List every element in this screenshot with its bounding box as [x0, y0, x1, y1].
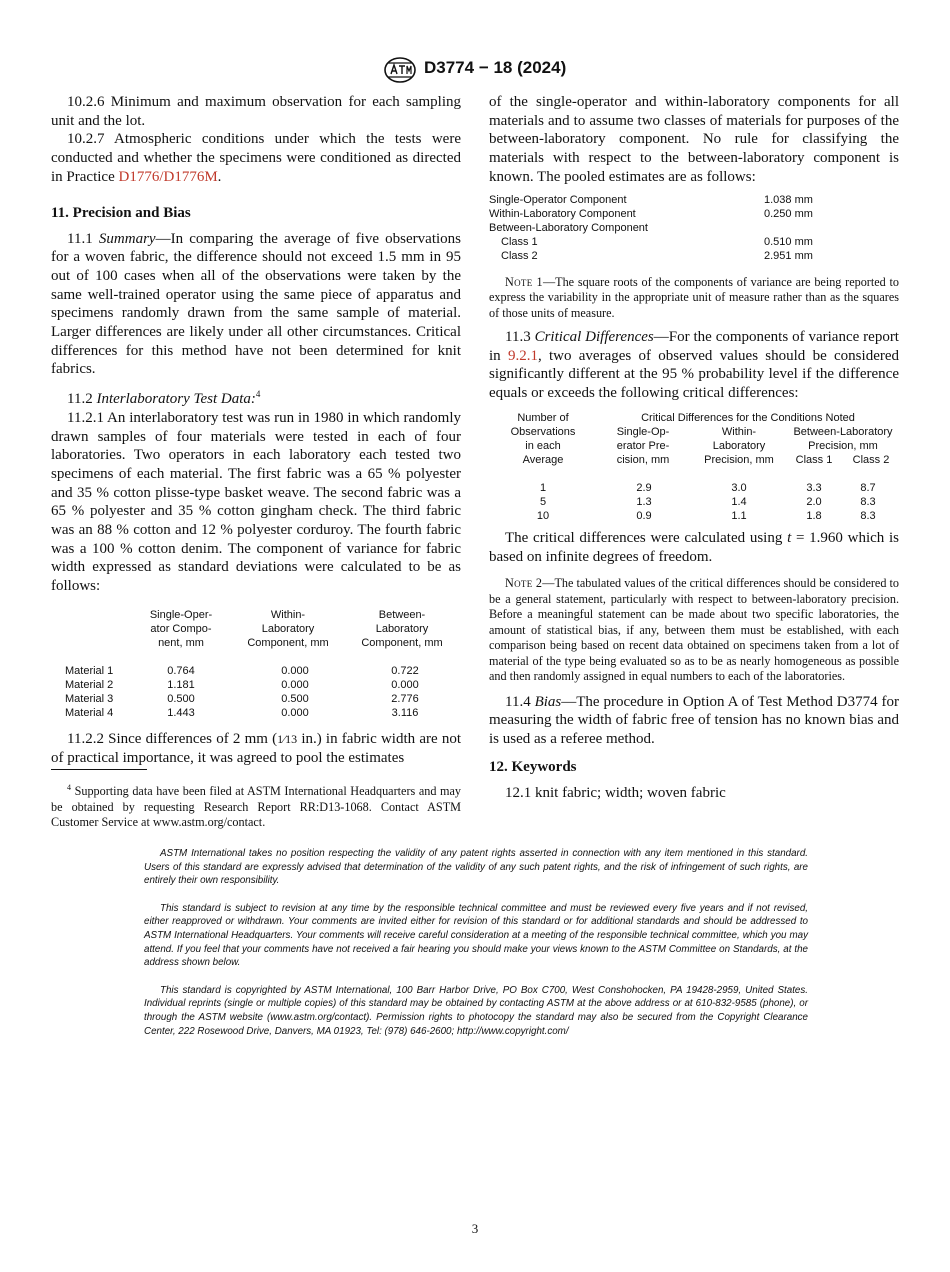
- cell-within-lab: 3.0: [731, 481, 747, 494]
- para-11-4: [489, 693, 899, 749]
- pooled-value: 2.951 mm: [764, 249, 813, 262]
- row-label: Material 4: [65, 706, 114, 719]
- link-d1776[interactable]: D1776/D1776M: [118, 168, 218, 185]
- fraction: 1⁄13: [277, 731, 298, 746]
- crit-col2-line1: Within-: [721, 425, 757, 438]
- cell-within-lab: 1.4: [731, 495, 747, 508]
- legal-revision-notice: This standard is subject to revision at any time by the responsible technical committee and must be reviewed every five years and if not revised, either reapproved or withdrawn. Your comments are invited either for revision of this standard or for additional standards and should be addressed to ASTM International Headquarters. Your comments will receive careful consideration at a meeting of the responsible technical committee, which you may attend. If you feel that your comments have not received a fair hearing you should make your views known to the ASTM Committee on Standards, at the address shown below.: [144, 902, 808, 969]
- cell-class2: 8.7: [860, 481, 876, 494]
- cell-between-lab: 2.776: [391, 692, 419, 705]
- cell-single-op: 1.3: [636, 495, 652, 508]
- right-column: [489, 93, 899, 803]
- para-11-4-body: —The procedure in Option A of Test Method D3774 for measuring the width of fabric free of tension has no known bias and is used as a referee method.: [489, 693, 899, 748]
- cell-within-lab: 0.000: [281, 706, 309, 719]
- crit-table-body: [489, 481, 899, 523]
- cell-class2: 8.3: [860, 495, 876, 508]
- astm-logo-icon: [380, 56, 420, 84]
- para-11-1: [51, 230, 461, 380]
- pooled-label: Class 1: [501, 235, 538, 248]
- pooled-value: 0.510 mm: [764, 235, 813, 248]
- para-11-2-2-post: in.) in fabric width are not of practical importance, it was agreed to pool the estimates: [51, 730, 461, 766]
- cell-single-operator: 0.500: [167, 692, 195, 705]
- pooled-label: Between-Laboratory Component: [489, 221, 648, 234]
- cell-within-lab: 0.500: [281, 692, 309, 705]
- para-10-2-7-text: 10.2.7 Atmospheric conditions under which the tests were conducted and whether the specimens were conditioned as directed in Practice: [51, 131, 461, 185]
- para-11-2-1: 11.2.1 An interlaboratory test was run in 1980 in which randomly drawn samples of four materials were tested in each of four laboratories. Two operators in each laboratory each tested two specimens of each material. The first fabric was a 65 % polyester and 35 % cotton plisse-type basket weave. The second fabric was a 65 % polyester and 35 % cotton gingham check. The third fabric was an 88 % cotton and 12 % polyester corduroy. The fourth fabric was a 100 % cotton denim. The component of variance for fabric width expressed as standard deviations were calculated to be as follows:: [51, 409, 461, 595]
- var-table-body: [65, 664, 455, 720]
- para-11-3-num: 11.3: [505, 329, 535, 346]
- table-row: [489, 235, 899, 249]
- footnote-text: Supporting data have been filed at ASTM International Headquarters and may be obtained by requesting Research Report RR:D13-1068. Contact ASTM Customer Service at www.astm.org/contact.: [51, 784, 461, 830]
- pooled-label: Single-Operator Component: [489, 193, 627, 206]
- table-row: [489, 207, 899, 221]
- para-10-2-7-end: .: [217, 168, 222, 185]
- crit-span-header: Critical Differences for the Conditions Noted: [641, 411, 855, 424]
- crit-col0-line4: Average: [522, 453, 564, 466]
- footnote-number: 4: [67, 783, 71, 792]
- cell-between-lab: 0.000: [391, 678, 419, 691]
- critical-differences-table: [489, 411, 899, 525]
- page-header: [0, 56, 950, 84]
- section-11-heading: 11. Precision and Bias: [51, 204, 191, 221]
- var-col2-line1: Within-: [270, 608, 306, 621]
- para-11-1-body: —In comparing the average of five observations for a woven fabric, the difference should not exceed 1.5 mm in 95 out of 100 cases when all of the observations were taken by the same well-trained operator using the same piece of apparatus and specimens randomly drawn from the same sample of material. Larger differences are likely under all other circumstances. Critical differences for this method have not been determined for knit fabrics.: [51, 230, 461, 378]
- crit-class1-header: Class 1: [795, 453, 833, 466]
- crit-col0-line2: Observations: [510, 425, 576, 438]
- cell-single-op: 2.9: [636, 481, 652, 494]
- table-row: [65, 692, 455, 706]
- cell-within-lab: 0.000: [281, 664, 309, 677]
- para-11-3-pre: —For the components of variance report in: [489, 329, 899, 364]
- footnote-ref-4[interactable]: 4: [255, 389, 261, 400]
- cell-observations: 5: [539, 495, 547, 508]
- crit-col2-line3: Precision, mm: [704, 453, 774, 466]
- var-col-header-3: [349, 608, 455, 650]
- para-11-1-title: Summary: [98, 230, 156, 247]
- para-11-1-num: 11.1: [67, 230, 99, 247]
- para-11-2-num: 11.2: [67, 391, 97, 408]
- crit-col0-header: [489, 411, 597, 467]
- table-row: [489, 249, 899, 263]
- para-10-2-6: 10.2.6 Minimum and maximum observation for each sampling unit and the lot.: [51, 94, 461, 129]
- para-11-2-title: Interlaboratory Test Data:: [96, 391, 256, 408]
- variance-components-table: [51, 608, 461, 730]
- link-9-2-1[interactable]: 9.2.1: [507, 347, 538, 364]
- calc-t: t: [787, 529, 792, 546]
- cell-single-op: 0.9: [636, 509, 652, 522]
- footnote-rule: [51, 769, 147, 770]
- note-2: [489, 576, 899, 685]
- crit-col2-line2: Laboratory: [712, 439, 766, 452]
- footnote-4: [51, 780, 461, 831]
- crit-col1-line1: Single-Op-: [616, 425, 670, 438]
- pooled-label: Within-Laboratory Component: [489, 207, 636, 220]
- pooled-label: Class 2: [501, 249, 538, 262]
- para-11-3-post: , two averages of observed values should be considered significantly different at the 95 % probability level if the difference equals or exceeds the following critical differences:: [489, 347, 900, 402]
- var-col-header-1: [143, 608, 219, 650]
- var-col2-line2: Laboratory: [261, 622, 315, 635]
- cell-within-lab: 1.1: [731, 509, 747, 522]
- note-2-label: Note 2: [505, 576, 543, 591]
- cell-observations: 1: [539, 481, 547, 494]
- row-label: Material 2: [65, 678, 114, 691]
- para-11-2-2-pre: 11.2.2 Since differences of 2 mm (: [67, 730, 278, 747]
- para-11-3-title: Critical Differences: [534, 329, 654, 346]
- cell-observations: 10: [536, 509, 550, 522]
- note-2-body: —The tabulated values of the critical differences should be considered to be a general statement, particularly with respect to between-laboratory precision. Before a meaningful statement can be made about two specific laboratories, the amount of statistical bias, if any, between them must be established, with each comparison being based on recent data obtained on specimens taken from a lot of material of the type being evaluated so as to be as nearly homogeneous as possible and then randomly assigned in equal numbers to each of the laboratories.: [489, 576, 899, 684]
- row-label: Material 3: [65, 692, 114, 705]
- table-row: [489, 481, 899, 495]
- var-col3-line3: Component, mm: [361, 636, 443, 649]
- crit-col0-line1: Number of: [517, 411, 569, 424]
- para-11-2: [51, 385, 461, 409]
- pooled-estimates-table: [489, 193, 899, 265]
- var-col1-line2: ator Compo-: [150, 622, 212, 635]
- crit-col1-line3: cision, mm: [616, 453, 670, 466]
- calc-eq: = 1.960 which is based on infinite degrees of freedom.: [489, 529, 900, 565]
- pooled-value: 1.038 mm: [764, 193, 813, 206]
- legal-notices: [144, 847, 808, 1038]
- crit-col2-header: [687, 425, 791, 467]
- para-calculation: [489, 529, 899, 566]
- crit-col1-header: [607, 425, 679, 467]
- calc-pre: The critical differences were calculated using: [505, 529, 788, 546]
- cell-single-operator: 1.181: [167, 678, 195, 691]
- crit-col3-line2: Precision, mm: [808, 439, 878, 452]
- crit-class2-header: Class 2: [852, 453, 890, 466]
- para-11-3: [489, 328, 899, 403]
- para-12-1: 12.1 knit fabric; width; woven fabric: [505, 784, 726, 801]
- note-1-label: Note 1: [505, 274, 543, 289]
- crit-col0-line3: in each: [525, 439, 561, 452]
- legal-copyright-notice: This standard is copyrighted by ASTM International, 100 Barr Harbor Drive, PO Box C700, West Conshohocken, PA 19428-2959, United States. Individual reprints (single or multiple copies) of this standard may be obtained by contacting ASTM at the above address or at 610-832-9585 (phone), or through the ASTM website (www.astm.org/contact). Permission rights to photocopy the standard may also be secured from the Copyright Clearance Center, 222 Rosewood Drive, Danvers, MA 01923, Tel: (978) 646-2600; http://www.copyright.com/: [144, 984, 808, 1037]
- table-row: [489, 495, 899, 509]
- legal-patent-notice: ASTM International takes no position respecting the validity of any patent rights asserted in connection with any item mentioned in this standard. Users of this standard are expressly advised that determination of the validity of any such patent rights, and the risk of infringement of such rights, are entirely their own responsibility.: [144, 848, 808, 887]
- note-1-body: —The square roots of the components of variance are being reported to express the variability in the appropriate unit of measure rather than as the squares of those units of measure.: [489, 274, 899, 320]
- pooled-value: 0.250 mm: [764, 207, 813, 220]
- page-number: 3: [471, 1221, 479, 1236]
- para-10-2-7: [51, 130, 461, 186]
- cell-single-operator: 1.443: [167, 706, 195, 719]
- cell-class1: 1.8: [806, 509, 822, 522]
- cell-class1: 3.3: [806, 481, 822, 494]
- para-11-4-title: Bias: [534, 693, 562, 710]
- var-col3-line2: Laboratory: [375, 622, 429, 635]
- para-11-4-num: 11.4: [505, 693, 535, 710]
- crit-col3-line1: Between-Laboratory: [793, 425, 893, 438]
- var-col-header-2: [235, 608, 341, 650]
- row-label: Material 1: [65, 664, 114, 677]
- table-row: [489, 193, 899, 207]
- left-column: [51, 93, 461, 767]
- cell-between-lab: 0.722: [391, 664, 419, 677]
- cell-class1: 2.0: [806, 495, 822, 508]
- cell-single-operator: 0.764: [167, 664, 195, 677]
- table-row: [65, 678, 455, 692]
- table-row: [489, 509, 899, 523]
- section-12-heading: 12. Keywords: [489, 758, 577, 775]
- document-designation: D3774 − 18 (2024): [424, 58, 567, 77]
- cell-between-lab: 3.116: [391, 706, 419, 719]
- para-11-2-2-continued: of the single-operator and within-laboratory components for all materials and to assume two classes of materials for purposes of the between-laboratory component. No rule for classifying the materials with respect to the between-laboratory component is known. The pooled estimates are as follows:: [489, 94, 899, 185]
- var-col1-line1: Single-Oper-: [149, 608, 213, 621]
- var-col2-line3: Component, mm: [247, 636, 329, 649]
- cell-class2: 8.3: [860, 509, 876, 522]
- table-row: [489, 221, 899, 235]
- table-row: [65, 664, 455, 678]
- crit-col3-header: [787, 425, 899, 453]
- cell-within-lab: 0.000: [281, 678, 309, 691]
- crit-col1-line2: erator Pre-: [616, 439, 670, 452]
- note-1: [489, 275, 899, 322]
- var-col1-line3: nent, mm: [158, 636, 204, 649]
- table-row: [65, 706, 455, 720]
- para-11-2-2: [51, 730, 461, 767]
- var-col3-line1: Between-: [378, 608, 426, 621]
